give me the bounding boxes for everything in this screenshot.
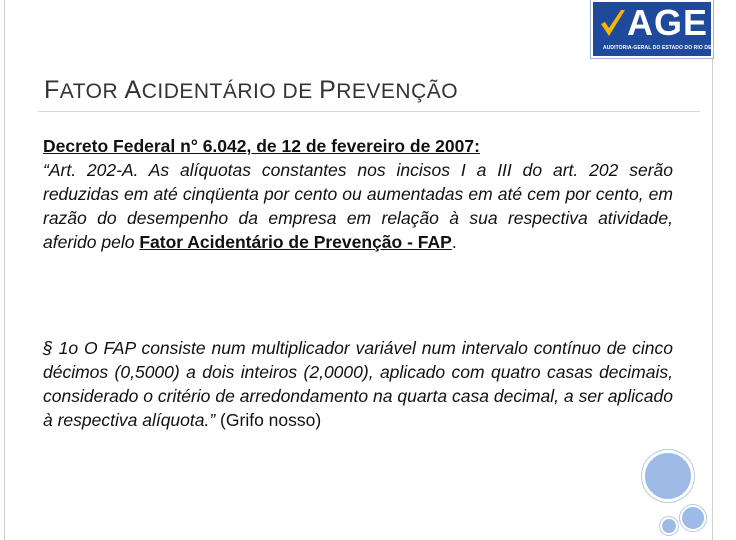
decorative-circle-medium <box>680 505 706 531</box>
checkmark-icon <box>598 6 628 40</box>
logo-text: AGE <box>627 2 709 43</box>
decorative-circle-small <box>660 517 678 535</box>
title-divider <box>38 111 700 112</box>
decorative-circle-large <box>642 450 694 502</box>
section-paragraph: § 1o O FAP consiste num multiplicador variável num intervalo contínuo de cinco décimos (0,5000) a dois inteiros (2,0000), aplicado com quatro casas decimais, considerado o critério de arredondamento na quarta casa decimal, a ser aplicado à respectiva alíquota.” (Grifo nosso) <box>43 338 673 430</box>
age-logo <box>591 0 736 58</box>
logo-subtitle: AUDITORIA-GERAL DO ESTADO DO RIO DE JANEIRO <box>603 45 736 51</box>
grifo-note: (Grifo nosso) <box>215 410 322 430</box>
fap-emphasis: Fator Acidentário de Prevenção - FAP <box>139 232 452 252</box>
frame-line-right <box>712 0 713 540</box>
frame-line-left <box>4 0 5 540</box>
decree-paragraph: “Art. 202-A. As alíquotas constantes nos incisos I a III do art. 202 serão reduzidas em até cinqüenta por cento ou aumentadas em até cem por cento, em razão do desempenho da empresa em relação à sua respectiva atividade, aferido pelo Fator Acidentário de Prevenção - FAP. <box>43 160 673 252</box>
decree-text <box>43 134 673 254</box>
page-title: FATOR ACIDENTÁRIO DE PREVENÇÃO <box>44 76 459 104</box>
decree-heading: Decreto Federal n° 6.042, de 12 de fevereiro de 2007: <box>43 136 480 156</box>
